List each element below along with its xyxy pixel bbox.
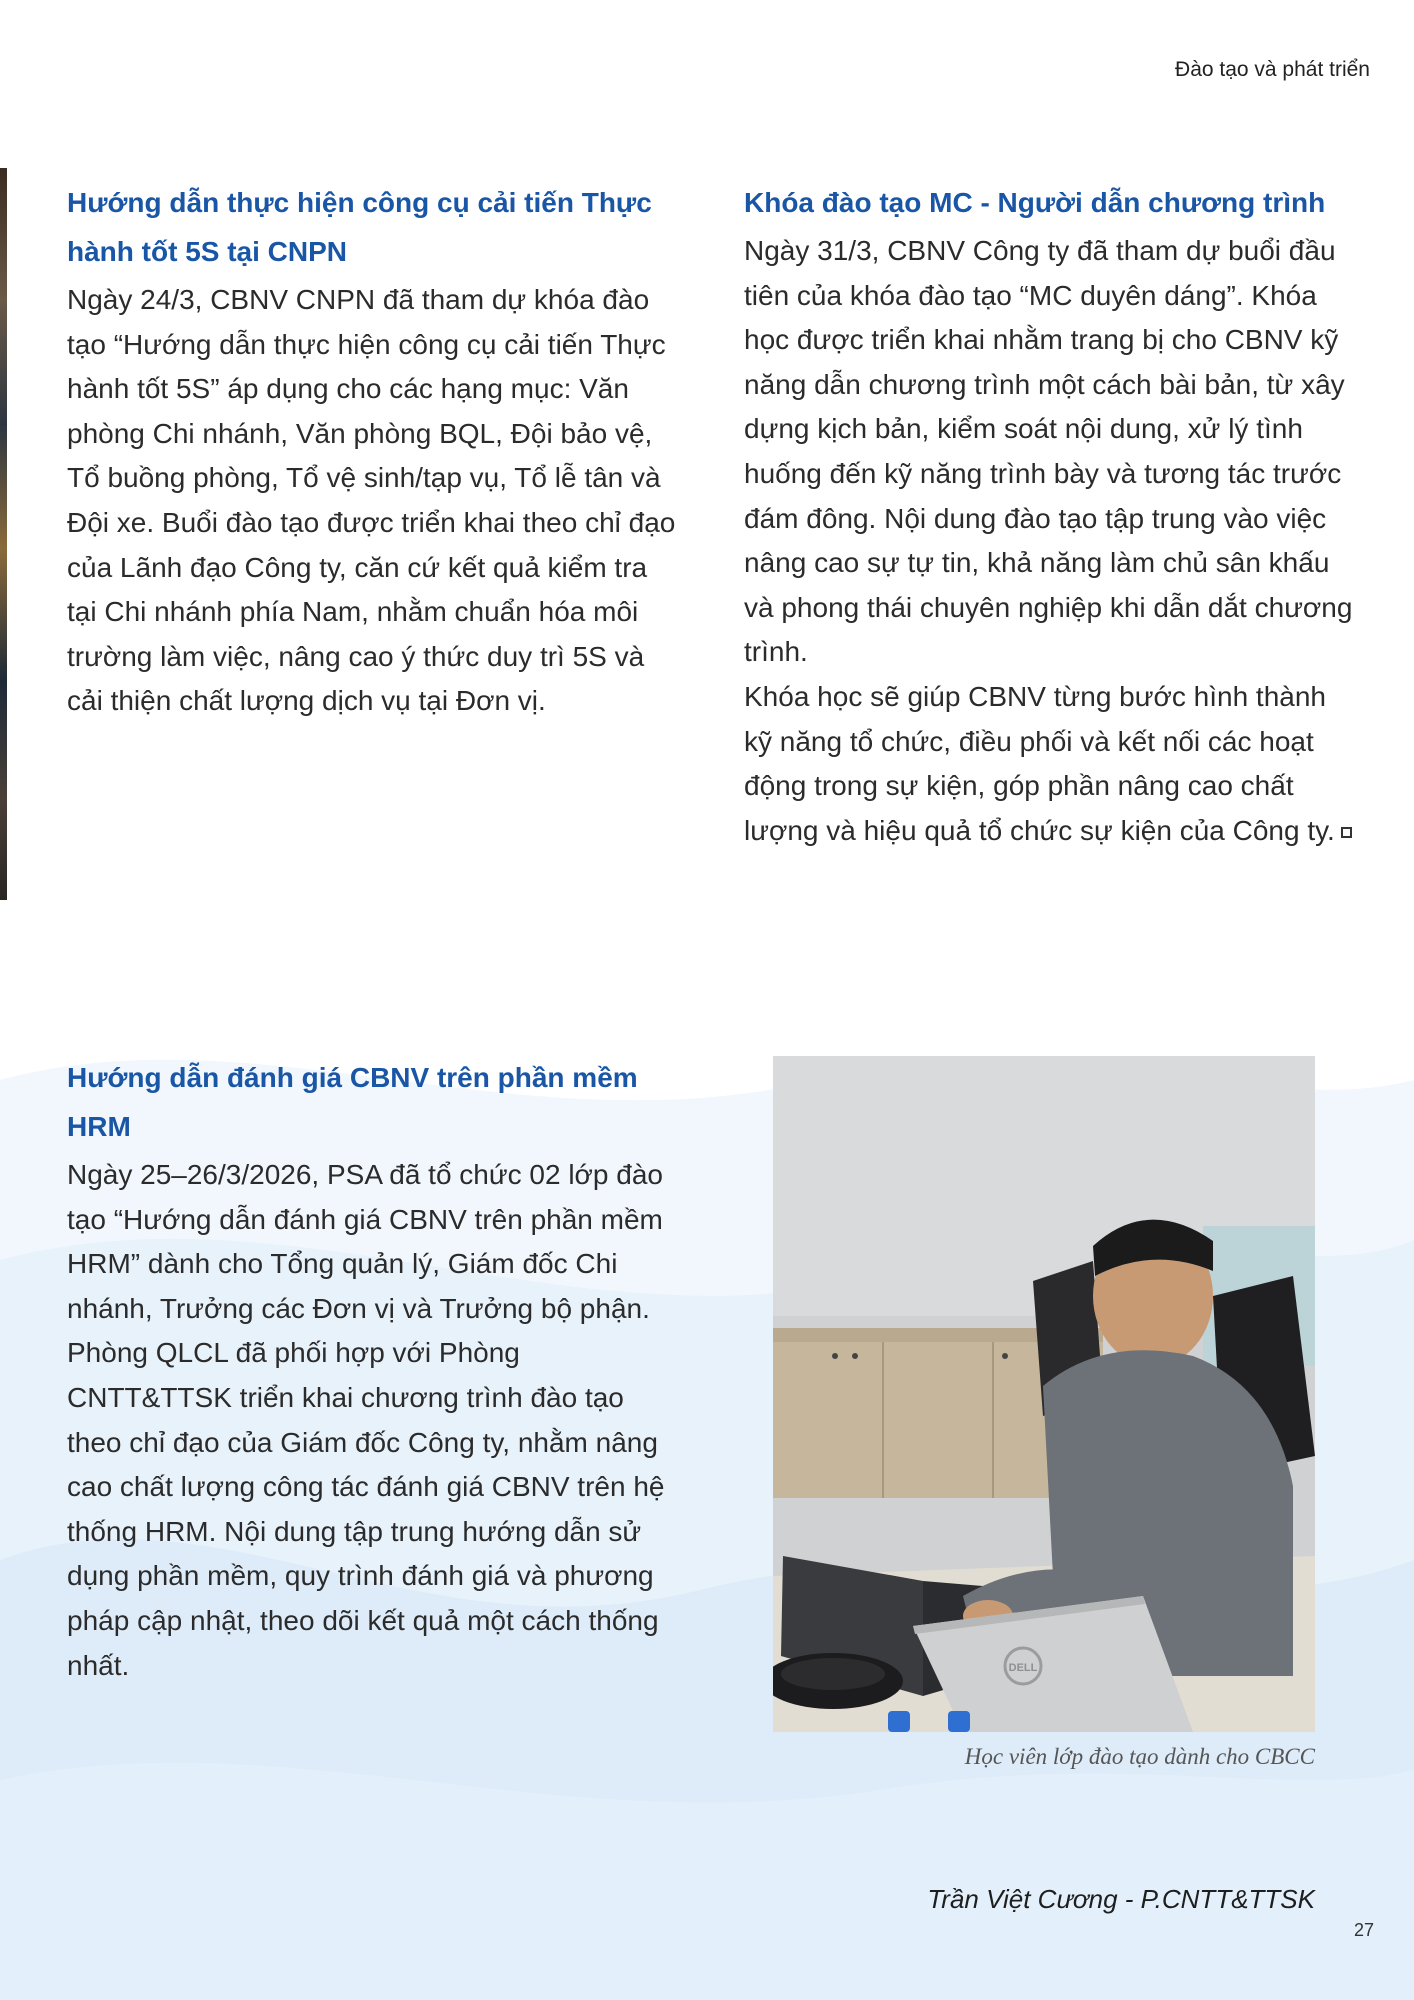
article-paragraph: Phòng QLCL đã phối hợp với Phòng CNTT&TTSK triển khai chương trình đào tạo theo chỉ đạo của Giám đốc Công ty, nhằm nâng cao chất lượng công tác đánh giá CBNV trên hệ thống HRM. Nội dung tập trung hướng dẫn sử dụng phần mềm, quy trình đánh giá và phương pháp cập nhật, theo dõi kết quả một cách thống nhất.	[67, 1337, 665, 1681]
paragraph-text: Khóa học sẽ giúp CBNV từng bước hình thành kỹ năng tổ chức, điều phối và kết nối các hoạt động trong sự kiện, góp phần nâng cao chất lượng và hiệu quả tổ chức sự kiện của Công ty.	[744, 680, 1335, 846]
article-title: Hướng dẫn đánh giá CBNV trên phần mềm HRM	[67, 1062, 638, 1142]
article-paragraph	[744, 229, 1354, 675]
article-paragraph: Ngày 24/3, CBNV CNPN đã tham dự khóa đào tạo “Hướng dẫn thực hiện công cụ cải tiến Thực hành tốt 5S” áp dụng cho các hạng mục: Văn phòng Chi nhánh, Văn phòng BQL, Đội bảo vệ, Tổ buồng phòng, Tổ vệ sinh/tạp vụ, Tổ lễ tân và Đội xe. Buổi đào tạo được triển khai theo chỉ đạo của Lãnh đạo Công ty, căn cứ kết quả kiểm tra tại Chi nhánh phía Nam, nhằm chuẩn hóa môi trường làm việc, nâng cao ý thức duy trì 5S và cải thiện chất lượng dịch vụ tại Đơn vị.	[67, 284, 676, 717]
article-5s-training	[67, 178, 682, 724]
section-header: Đào tạo và phát triển	[1175, 58, 1370, 81]
photo-caption: Học viên lớp đào tạo dành cho CBCC	[964, 1744, 1315, 1769]
paragraph-text: Ngày 31/3, CBNV Công ty đã tham dự buổi đầu tiên của khóa đào tạo “MC duyên dáng”. Khóa học được triển khai nhằm trang bị cho CBNV kỹ năng dẫn chương trình một cách bài bản, từ xây dựng kịch bản, kiểm soát nội dung, xử lý tình huống đến kỹ năng trình bày và tương tác trước đám đông. Nội dung đào tạo tập trung vào việc nâng cao sự tự tin, khả năng làm chủ sân khấu và phong thái chuyên nghiệp khi dẫn dắt chương trình.	[744, 235, 1353, 668]
page-number: 27	[1353, 1920, 1374, 1940]
laptop-brand-label: DELL	[1008, 1662, 1038, 1674]
article-paragraph: Ngày 25–26/3/2026, PSA đã tổ chức 02 lớp đào tạo “Hướng dẫn đánh giá CBNV trên phần mềm HRM” dành cho Tổng quản lý, Giám đốc Chi nhánh, Trưởng các Đơn vị và Trưởng bộ phận.	[67, 1159, 663, 1324]
article-paragraph	[744, 675, 1354, 853]
article-mc-training	[744, 178, 1354, 853]
left-photo-edge	[0, 168, 7, 900]
end-mark-icon	[1341, 827, 1352, 838]
article-hrm-training	[67, 1053, 682, 1688]
author-credit: Trần Việt Cương - P.CNTT&TTSK	[927, 1884, 1315, 1914]
article-title: Hướng dẫn thực hiện công cụ cải tiến Thực hành tốt 5S tại CNPN	[67, 187, 652, 267]
article-title: Khóa đào tạo MC - Người dẫn chương trình	[744, 187, 1326, 218]
training-photo	[773, 1056, 1315, 1732]
